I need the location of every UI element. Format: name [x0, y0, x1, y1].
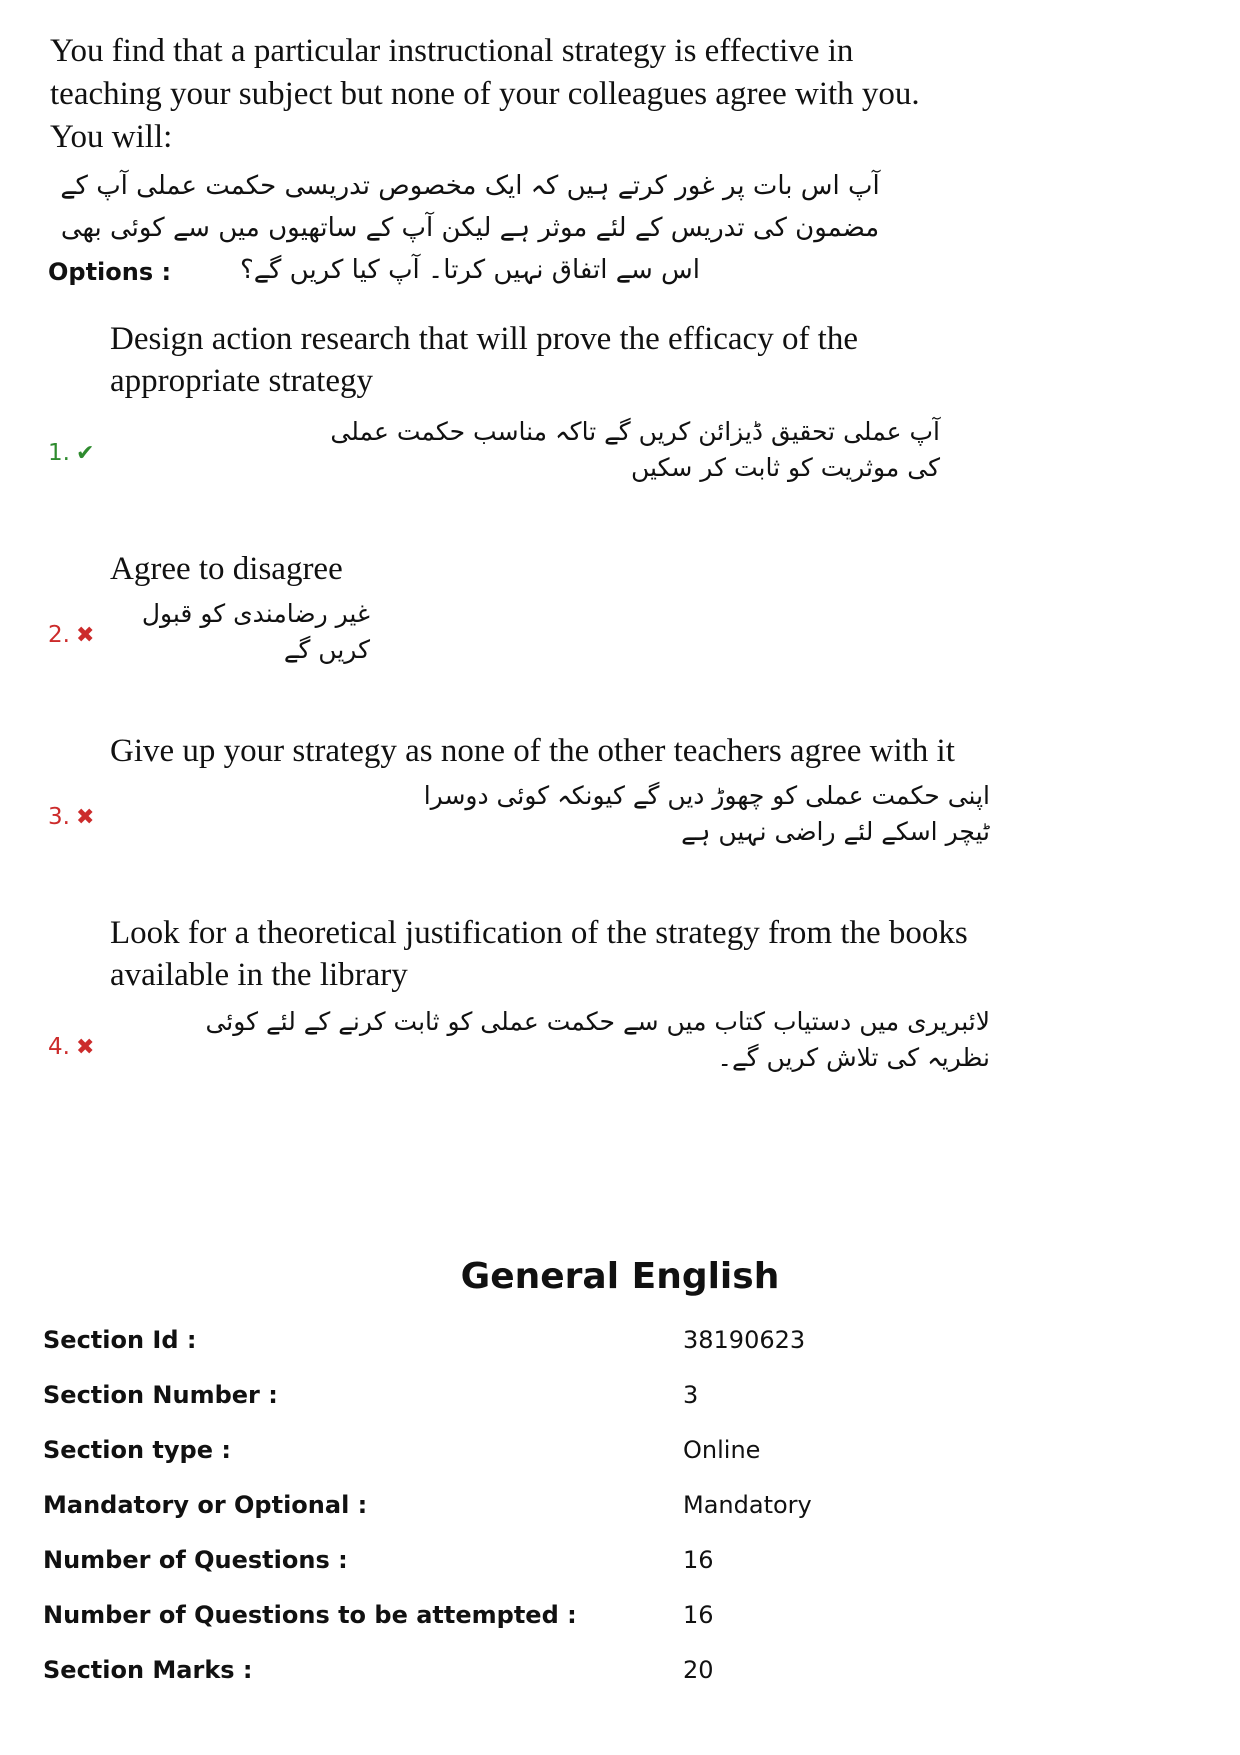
option-3	[0, 730, 1240, 846]
info-value: Mandatory	[683, 1491, 812, 1519]
option-4-number: 4.	[48, 1034, 70, 1060]
info-key: Number of Questions to be attempted :	[43, 1601, 577, 1629]
info-key: Mandatory or Optional :	[43, 1491, 368, 1519]
option-4	[0, 912, 1240, 1072]
cross-icon: ✖	[75, 805, 95, 830]
option-3-number: 3.	[48, 804, 70, 830]
option-1-number-wrap	[48, 440, 94, 466]
question-block	[50, 30, 950, 291]
option-1-urdu: آپ عملی تحقیق ڈیزائن کریں گے تاکہ مناسب حکمت عملی کی موثریت کو ثابت کر سکیں	[330, 417, 940, 482]
info-value: 38190623	[683, 1326, 806, 1354]
option-3-urdu: اپنی حکمت عملی کو چھوڑ دیں گے کیونکہ کوئی دوسرا ٹیچر اسکے لئے راضی نہیں ہے	[423, 781, 990, 846]
option-1-number: 1.	[48, 440, 70, 466]
check-icon: ✔	[75, 441, 95, 466]
option-2-number-wrap	[48, 622, 94, 648]
option-2-number: 2.	[48, 622, 70, 648]
question-text-urdu: آپ اس بات پر غور کرتے ہیں کہ ایک مخصوص تدریسی حکمت عملی آپ کے مضمون کی تدریس کے لئے موثر ہے لیکن آپ کے ساتھیوں میں سے کوئی بھی اس سے اتفاق نہیں کرتا۔ آپ کیا کریں گے؟	[60, 171, 880, 285]
info-key: Section type :	[43, 1436, 231, 1464]
info-value: 16	[683, 1546, 714, 1574]
info-row-mandatory	[43, 1483, 1193, 1538]
option-2-english: Agree to disagree	[110, 551, 343, 587]
options-label: Options :	[48, 258, 172, 286]
cross-icon: ✖	[75, 1035, 95, 1060]
info-row-section-number	[43, 1373, 1193, 1428]
info-key: Number of Questions :	[43, 1546, 348, 1574]
info-row-section-type	[43, 1428, 1193, 1483]
info-key: Section Number :	[43, 1381, 278, 1409]
option-4-number-wrap	[48, 1034, 94, 1060]
question-text-english: You find that a particular instructional strategy is effective in teaching your subject but none of your colleagues agree with you. You will:	[50, 33, 920, 155]
info-key: Section Id :	[43, 1326, 197, 1354]
section-title: General English	[460, 1256, 780, 1297]
option-4-english: Look for a theoretical justification of the strategy from the books available in the library	[110, 915, 968, 993]
option-3-english: Give up your strategy as none of the other teachers agree with it	[110, 733, 955, 769]
section-info-table	[43, 1318, 1193, 1703]
info-value: Online	[683, 1436, 761, 1464]
info-row-number-of-questions	[43, 1538, 1193, 1593]
info-value: 3	[683, 1381, 699, 1409]
option-2-urdu: غیر رضامندی کو قبول کریں گے	[141, 599, 370, 664]
option-1	[0, 318, 1240, 482]
info-row-questions-to-attempt	[43, 1593, 1193, 1648]
info-row-section-marks	[43, 1648, 1193, 1703]
info-value: 16	[683, 1601, 714, 1629]
option-4-urdu: لائبریری میں دستیاب کتاب میں سے حکمت عملی کو ثابت کرنے کے لئے کوئی نظریہ کی تلاش کریں گے۔	[205, 1007, 990, 1072]
info-key: Section Marks :	[43, 1656, 253, 1684]
option-3-number-wrap	[48, 804, 94, 830]
info-row-section-id	[43, 1318, 1193, 1373]
cross-icon: ✖	[75, 623, 95, 648]
info-value: 20	[683, 1656, 714, 1684]
option-1-english: Design action research that will prove the efficacy of the appropriate strategy	[110, 321, 858, 399]
option-2	[0, 548, 1240, 664]
